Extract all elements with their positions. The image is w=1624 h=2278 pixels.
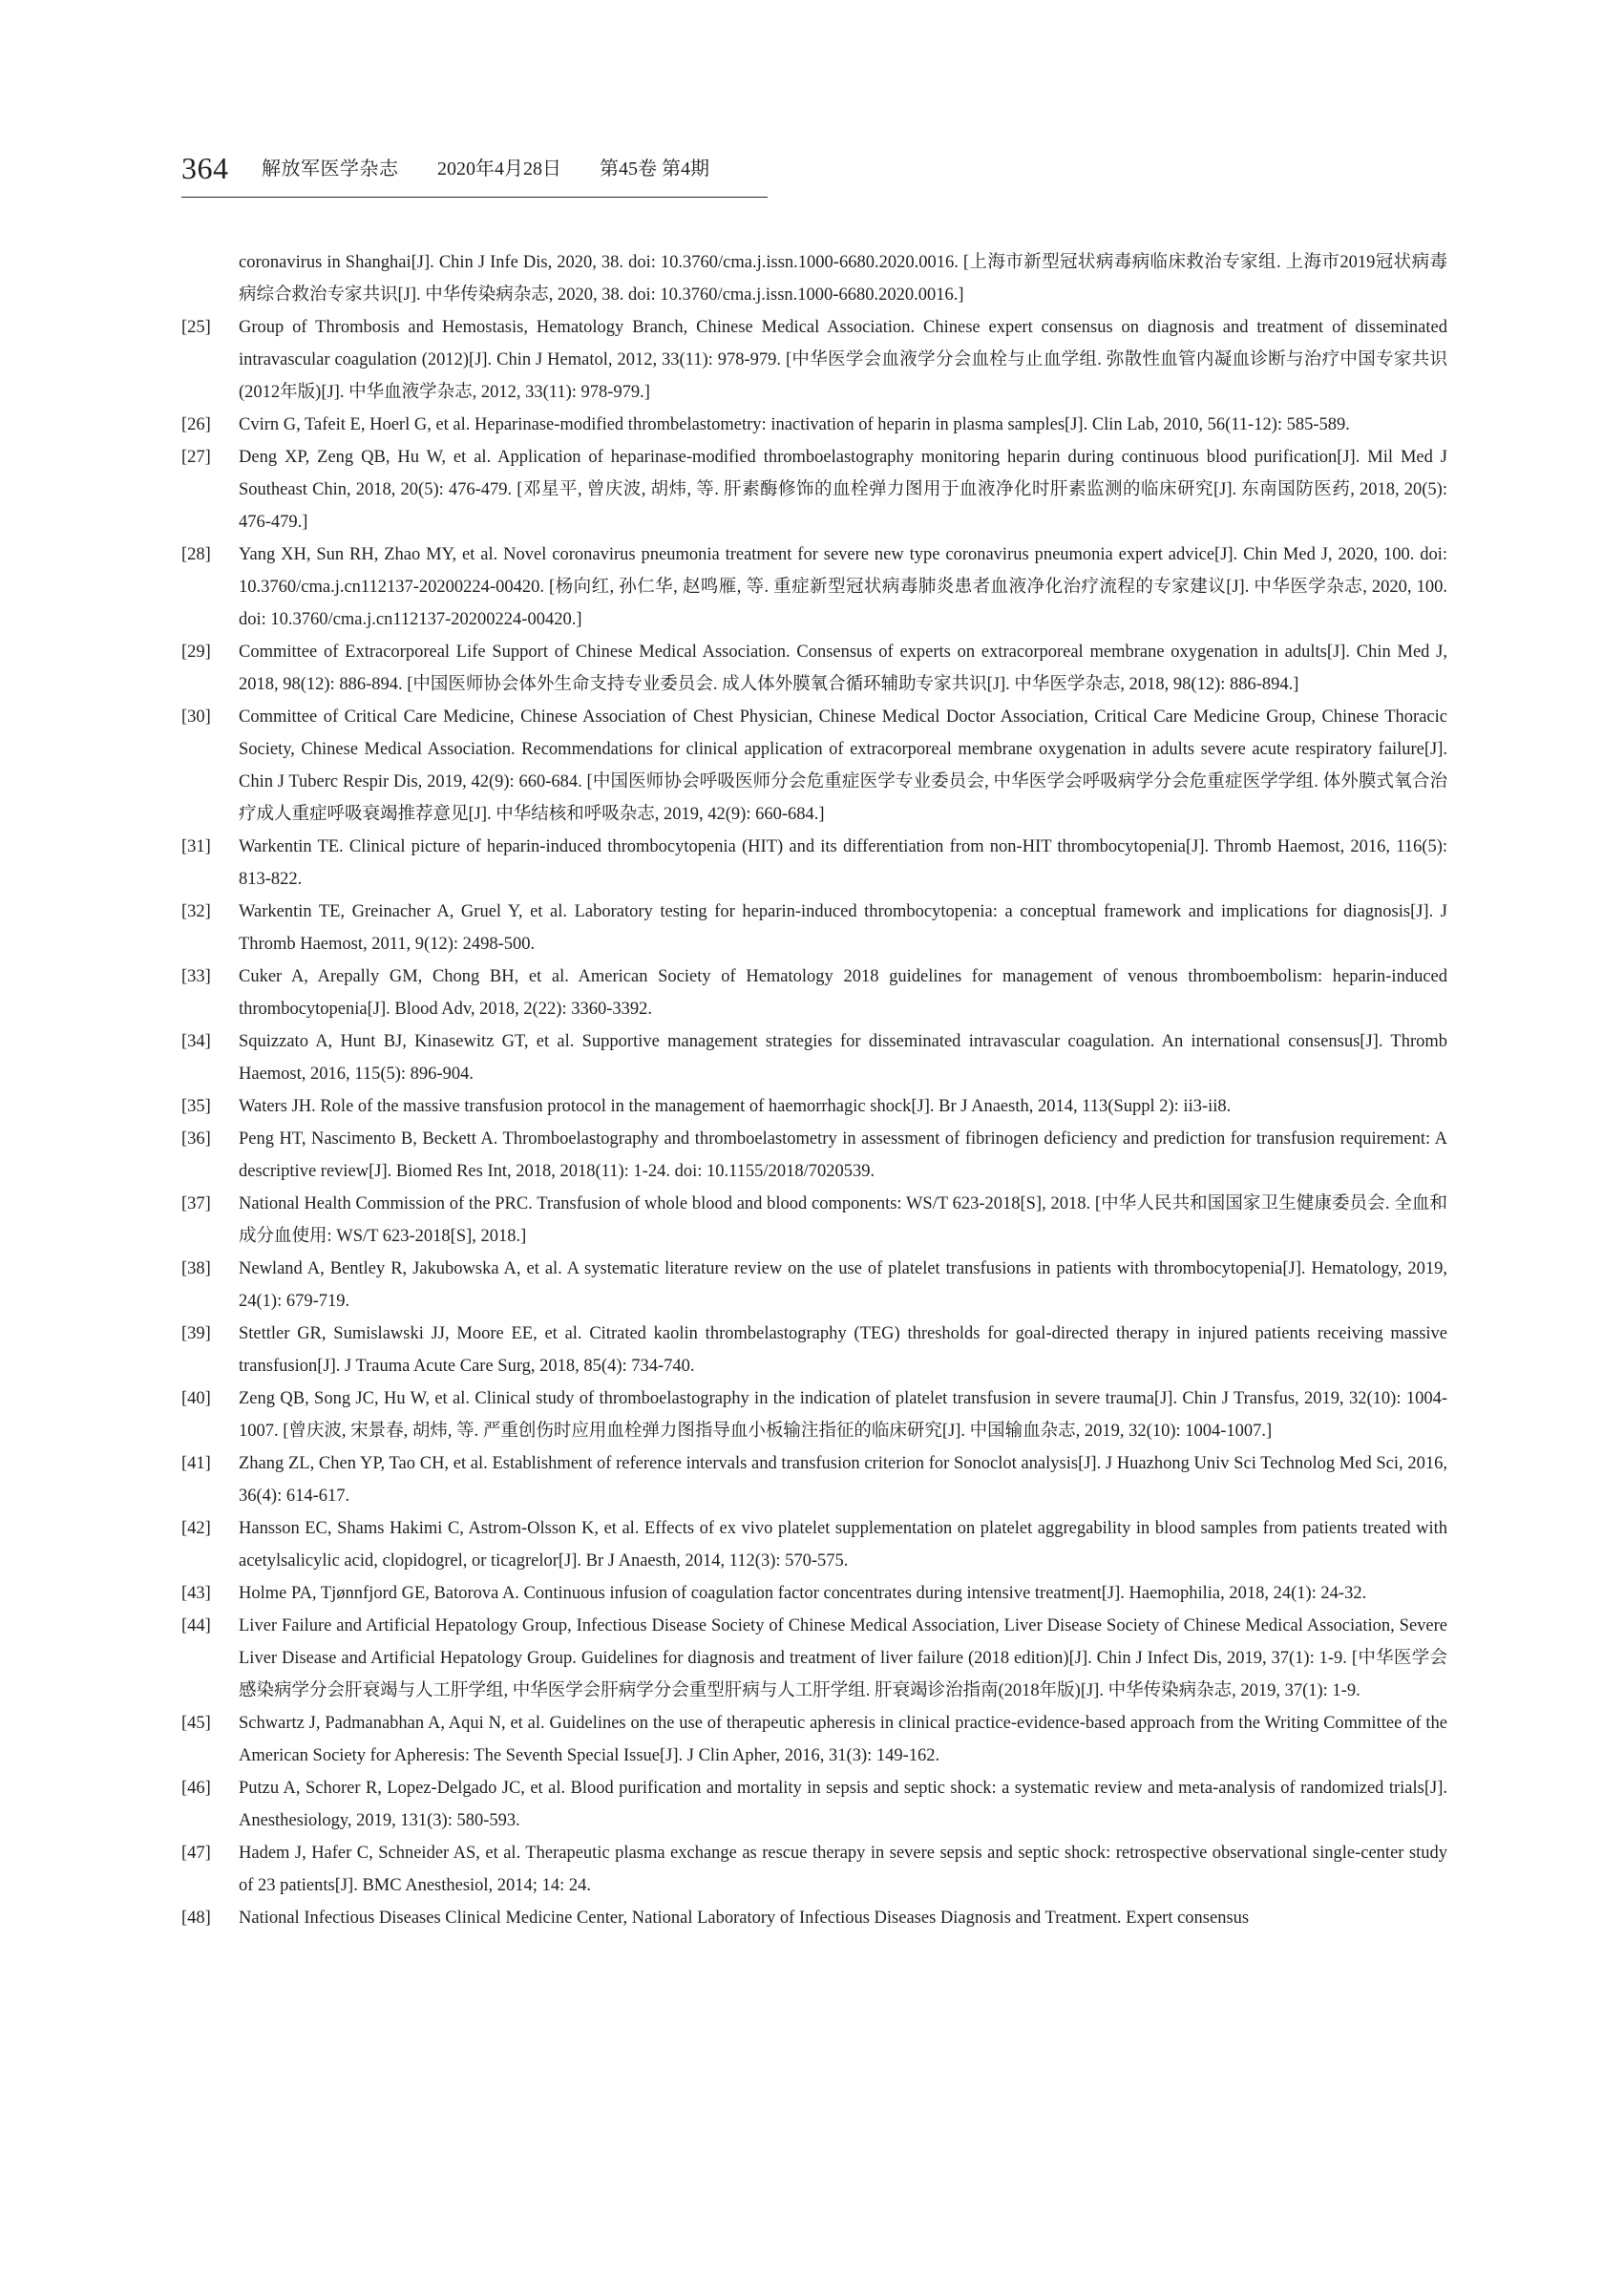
reference-item	[181, 1123, 1447, 1188]
reference-text: Yang XH, Sun RH, Zhao MY, et al. Novel coronavirus pneumonia treatment for severe new type coronavirus pneumonia expert advice[J]. Chin Med J, 2020, 100. doi: 10.3760/cma.j.cn112137-20200224-00420. [杨向红, 孙仁华, 赵鸣雁, 等. 重症新型冠状病毒肺炎患者血液净化治疗流程的专家建议[J]. 中华医学杂志, 2020, 100. doi: 10.3760/cma.j.cn112137-20200224-00420.]	[239, 545, 1447, 629]
reference-item	[181, 701, 1447, 831]
reference-item	[181, 1382, 1447, 1447]
reference-text: Cuker A, Arepally GM, Chong BH, et al. American Society of Hematology 2018 guidelines for management of venous thromboembolism: heparin-induced thrombocytopenia[J]. Blood Adv, 2018, 2(22): 3360-3392.	[239, 967, 1447, 1019]
reference-text: Holme PA, Tjønnfjord GE, Batorova A. Continuous infusion of coagulation factor concentrates during intensive treatment[J]. Haemophilia, 2018, 24(1): 24-32.	[239, 1584, 1367, 1603]
reference-item	[181, 1090, 1447, 1123]
reference-number: [32]	[181, 902, 211, 921]
reference-text: Committee of Extracorporeal Life Support of Chinese Medical Association. Consensus of experts on extracorporeal membrane oxygenation in adults[J]. Chin Med J, 2018, 98(12): 886-894. [中国医师协会体外生命支持专业委员会. 成人体外膜氧合循环辅助专家共识[J]. 中华医学杂志, 2018, 98(12): 886-894.]	[239, 643, 1447, 694]
reference-item	[181, 896, 1447, 960]
reference-text: Hansson EC, Shams Hakimi C, Astrom-Olsson K, et al. Effects of ex vivo platelet supplementation on platelet aggregability in blood samples from patients treated with acetylsalicylic acid, clopidogrel, or ticagrelor[J]. Br J Anaesth, 2014, 112(3): 570-575.	[239, 1519, 1447, 1571]
reference-text: Group of Thrombosis and Hemostasis, Hematology Branch, Chinese Medical Association. Chinese expert consensus on diagnosis and treatment of disseminated intravascular coagulation (2012)[J]. Chin J Hematol, 2012, 33(11): 978-979. [中华医学会血液学分会血栓与止血学组. 弥散性血管内凝血诊断与治疗中国专家共识(2012年版)[J]. 中华血液学杂志, 2012, 33(11): 978-979.]	[239, 318, 1447, 402]
reference-text: Cvirn G, Tafeit E, Hoerl G, et al. Heparinase-modified thrombelastometry: inactivation of heparin in plasma samples[J]. Clin Lab, 2010, 56(11-12): 585-589.	[239, 415, 1350, 434]
reference-list	[181, 246, 1447, 1934]
reference-item	[181, 1447, 1447, 1512]
reference-text: coronavirus in Shanghai[J]. Chin J Infe Dis, 2020, 38. doi: 10.3760/cma.j.issn.1000-6680.2020.0016. [上海市新型冠状病毒病临床救治专家组. 上海市2019冠状病毒病综合救治专家共识[J]. 中华传染病杂志, 2020, 38. doi: 10.3760/cma.j.issn.1000-6680.2020.0016.]	[239, 253, 1447, 305]
reference-number: [47]	[181, 1844, 211, 1863]
page-number: 364	[181, 151, 229, 185]
reference-item	[181, 441, 1447, 538]
reference-text: Liver Failure and Artificial Hepatology Group, Infectious Disease Society of Chinese Medical Association, Liver Disease Society of Chinese Medical Association, Severe Liver Disease and Artificial Hepatology Group. Guidelines for diagnosis and treatment of liver failure (2018 edition)[J]. Chin J Infect Dis, 2019, 37(1): 1-9. [中华医学会感染病学分会肝衰竭与人工肝学组, 中华医学会肝病学分会重型肝病与人工肝学组. 肝衰竭诊治指南(2018年版)[J]. 中华传染病杂志, 2019, 37(1): 1-9.	[239, 1616, 1447, 1700]
volume-label: 第45卷	[600, 158, 657, 179]
reference-item	[181, 636, 1447, 701]
reference-text: Peng HT, Nascimento B, Beckett A. Thromboelastography and thromboelastometry in assessment of fibrinogen deficiency and prediction for transfusion requirement: A descriptive review[J]. Biomed Res Int, 2018, 2018(11): 1-24. doi: 10.1155/2018/7020539.	[239, 1129, 1447, 1181]
reference-item	[181, 1707, 1447, 1772]
reference-item	[181, 311, 1447, 409]
reference-number: [48]	[181, 1909, 211, 1928]
reference-number: [30]	[181, 707, 211, 727]
reference-number: [26]	[181, 415, 211, 434]
reference-item	[181, 1577, 1447, 1610]
reference-number: [33]	[181, 967, 211, 986]
reference-item	[181, 409, 1447, 441]
reference-text: Warkentin TE. Clinical picture of heparin-induced thrombocytopenia (HIT) and its differentiation from non-HIT thrombocytopenia[J]. Thromb Haemost, 2016, 116(5): 813-822.	[239, 837, 1447, 889]
reference-number: [37]	[181, 1194, 211, 1213]
reference-item	[181, 1025, 1447, 1090]
reference-item	[181, 1772, 1447, 1837]
reference-text: Putzu A, Schorer R, Lopez-Delgado JC, et al. Blood purification and mortality in sepsis and septic shock: a systematic review and meta-analysis of randomized trials[J]. Anesthesiology, 2019, 131(3): 580-593.	[239, 1779, 1447, 1830]
reference-item	[181, 1902, 1447, 1934]
reference-text: Zhang ZL, Chen YP, Tao CH, et al. Establishment of reference intervals and transfusion criterion for Sonoclot analysis[J]. J Huazhong Univ Sci Technolog Med Sci, 2016, 36(4): 614-617.	[239, 1454, 1447, 1506]
reference-text: Schwartz J, Padmanabhan A, Aqui N, et al. Guidelines on the use of therapeutic apheresis in clinical practice-evidence-based approach from the Writing Committee of the American Society for Apheresis: The Seventh Special Issue[J]. J Clin Apher, 2016, 31(3): 149-162.	[239, 1714, 1447, 1765]
reference-number: [39]	[181, 1324, 211, 1343]
reference-number: [31]	[181, 837, 211, 856]
reference-item	[181, 1512, 1447, 1577]
reference-text: Zeng QB, Song JC, Hu W, et al. Clinical study of thromboelastography in the indication of platelet transfusion in severe trauma[J]. Chin J Transfus, 2019, 32(10): 1004-1007. [曾庆波, 宋景春, 胡炜, 等. 严重创伤时应用血栓弹力图指导血小板输注指征的临床研究[J]. 中国输血杂志, 2019, 32(10): 1004-1007.]	[239, 1389, 1447, 1441]
reference-item	[181, 1253, 1447, 1318]
reference-item	[181, 1837, 1447, 1902]
reference-text: Stettler GR, Sumislawski JJ, Moore EE, et al. Citrated kaolin thrombelastography (TEG) thresholds for goal-directed therapy in injured patients receiving massive transfusion[J]. J Trauma Acute Care Surg, 2018, 85(4): 734-740.	[239, 1324, 1447, 1376]
reference-number: [44]	[181, 1616, 211, 1635]
reference-number: [36]	[181, 1129, 211, 1149]
reference-number: [46]	[181, 1779, 211, 1798]
reference-number: [25]	[181, 318, 211, 337]
reference-number: [45]	[181, 1714, 211, 1733]
reference-text: Squizzato A, Hunt BJ, Kinasewitz GT, et al. Supportive management strategies for disseminated intravascular coagulation. An international consensus[J]. Thromb Haemost, 2016, 115(5): 896-904.	[239, 1032, 1447, 1084]
reference-item	[181, 538, 1447, 636]
reference-text: Committee of Critical Care Medicine, Chinese Association of Chest Physician, Chinese Medical Doctor Association, Critical Care Medicine Group, Chinese Thoracic Society, Chinese Medical Association. Recommendations for clinical application of extracorporeal membrane oxygenation in adults severe acute respiratory failure[J]. Chin J Tuberc Respir Dis, 2019, 42(9): 660-684. [中国医师协会呼吸医师分会危重症医学专业委员会, 中华医学会呼吸病学分会危重症医学学组. 体外膜式氧合治疗成人重症呼吸衰竭推荐意见[J]. 中华结核和呼吸杂志, 2019, 42(9): 660-684.]	[239, 707, 1447, 824]
reference-text: Warkentin TE, Greinacher A, Gruel Y, et al. Laboratory testing for heparin-induced thrombocytopenia: a conceptual framework and implications for diagnosis[J]. J Thromb Haemost, 2011, 9(12): 2498-500.	[239, 902, 1447, 954]
reference-number: [42]	[181, 1519, 211, 1538]
reference-item	[181, 1610, 1447, 1707]
reference-number: [35]	[181, 1097, 211, 1116]
reference-number: [41]	[181, 1454, 211, 1473]
reference-text: Deng XP, Zeng QB, Hu W, et al. Application of heparinase-modified thromboelastography monitoring heparin during continuous blood purification[J]. Mil Med J Southeast Chin, 2018, 20(5): 476-479. [邓星平, 曾庆波, 胡炜, 等. 肝素酶修饰的血栓弹力图用于血液净化时肝素监测的临床研究[J]. 东南国防医药, 2018, 20(5): 476-479.]	[239, 448, 1447, 532]
reference-item	[181, 960, 1447, 1025]
reference-text: National Health Commission of the PRC. Transfusion of whole blood and blood components: WS/T 623-2018[S], 2018. [中华人民共和国国家卫生健康委员会. 全血和成分血使用: WS/T 623-2018[S], 2018.]	[239, 1194, 1447, 1246]
issue-label: 第4期	[662, 158, 709, 179]
reference-number: [28]	[181, 545, 211, 564]
publication-date: 2020年4月28日	[437, 158, 561, 179]
reference-item	[181, 831, 1447, 896]
reference-text: Waters JH. Role of the massive transfusion protocol in the management of haemorrhagic shock[J]. Br J Anaesth, 2014, 113(Suppl 2): ii3-ii8.	[239, 1097, 1232, 1116]
reference-number: [43]	[181, 1584, 211, 1603]
reference-number: [29]	[181, 643, 211, 662]
reference-number: [40]	[181, 1389, 211, 1408]
reference-text: Hadem J, Hafer C, Schneider AS, et al. Therapeutic plasma exchange as rescue therapy in severe sepsis and septic shock: retrospective observational single-center study of 23 patients[J]. BMC Anesthesiol, 2014; 14: 24.	[239, 1844, 1447, 1895]
reference-item	[181, 1318, 1447, 1382]
reference-number: [27]	[181, 448, 211, 467]
reference-number: [38]	[181, 1259, 211, 1278]
reference-item	[181, 1188, 1447, 1253]
reference-number: [34]	[181, 1032, 211, 1051]
running-header	[181, 149, 768, 198]
reference-text: Newland A, Bentley R, Jakubowska A, et al. A systematic literature review on the use of platelet transfusions in patients with thrombocytopenia[J]. Hematology, 2019, 24(1): 679-719.	[239, 1259, 1447, 1311]
reference-item	[181, 246, 1447, 311]
reference-text: National Infectious Diseases Clinical Medicine Center, National Laboratory of Infectious Diseases Diagnosis and Treatment. Expert consensus	[239, 1909, 1250, 1928]
journal-title: 解放军医学杂志	[262, 158, 399, 179]
